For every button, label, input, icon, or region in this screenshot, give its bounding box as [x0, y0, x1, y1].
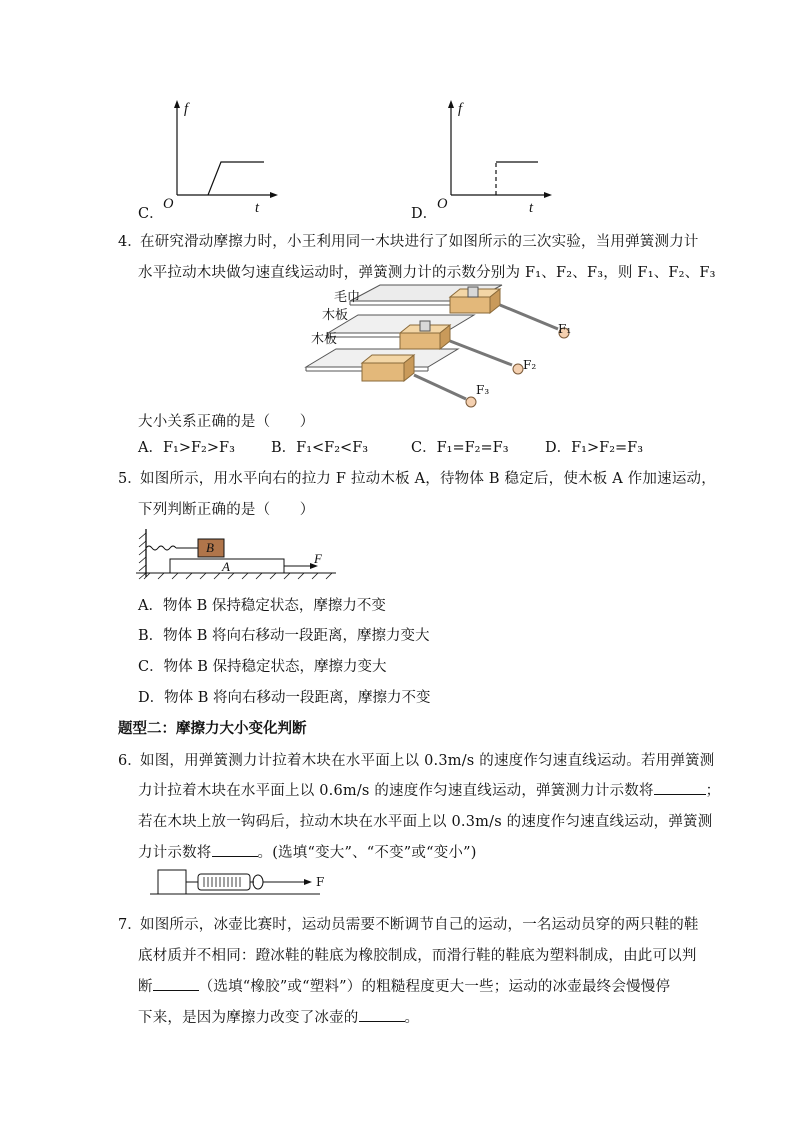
block-3 [362, 355, 414, 381]
q5-label-a: A [222, 559, 230, 574]
graph-c-origin: O [163, 196, 174, 212]
q5-label-f: F [314, 551, 322, 566]
q6-line1: 如图，用弹簧测力计拉着木块在水平面上以 0.3m/s 的速度作匀速直线运动。若用弹簧测 [140, 753, 715, 769]
q5-number: 5． [118, 471, 142, 487]
option-d-label: D． [411, 206, 438, 222]
q6-line2 [138, 779, 720, 800]
q4-number: 4． [118, 234, 142, 250]
q7-number: 7． [118, 917, 142, 933]
block-1 [450, 287, 500, 313]
q6-line4-end: 。(选填“变大”、“不变”或“变小”) [257, 845, 477, 861]
q7-line4 [138, 1006, 419, 1027]
q5-option-c[interactable]: C．物体 B 保持稳定状态，摩擦力变大 [138, 659, 387, 675]
q7-line4-end: 。 [404, 1010, 420, 1026]
graph-d-axes [434, 100, 564, 220]
q4-label-board2: 木板 [311, 331, 338, 346]
scale-1 [500, 305, 558, 329]
q4-option-a[interactable]: A．F₁>F₂>F₃ [138, 440, 235, 456]
q4-label-towel: 毛巾 [334, 289, 361, 304]
q4-option-d[interactable]: D．F₁>F₂=F₃ [545, 440, 644, 456]
q7-line4-text: 下来，是因为摩擦力改变了冰壶的 [138, 1010, 359, 1026]
q7-line1: 如图所示，冰壶比赛时，运动员需要不断调节自己的运动，一名运动员穿的两只鞋的鞋 [140, 917, 699, 933]
q4-option-c[interactable]: C．F₁=F₂=F₃ [411, 440, 509, 456]
q6-label-f: F [316, 875, 325, 889]
option-c-label: C． [138, 206, 164, 222]
q5-label-b: B [206, 540, 214, 555]
wood-block [158, 870, 186, 894]
graph-c-xaxis: t [255, 200, 260, 216]
q4-line1: 在研究滑动摩擦力时，小王利用同一木块进行了如图所示的三次实验，当用弹簧测力计 [140, 234, 699, 250]
q4-label-f2: F₂ [523, 358, 537, 372]
q5-option-b[interactable]: B．物体 B 将向右移动一段距离，摩擦力变大 [138, 628, 430, 644]
q6-line3: 若在木块上放一钩码后，拉动木块在水平面上以 0.3m/s 的速度作匀速直线运动，弹簧测 [138, 814, 713, 830]
graph-d-xaxis: t [529, 200, 534, 216]
scale-2 [450, 341, 512, 365]
q7-line3-start: 断 [138, 979, 153, 995]
graph-c-curve [208, 162, 264, 195]
q6-line2-text: 力计拉着木块在水平面上以 0.6m/s 的速度作匀速直线运动，弹簧测力计示数将 [138, 783, 654, 799]
q4-line3: 大小关系正确的是（ ） [138, 414, 315, 430]
q5-line1: 如图所示，用水平向右的拉力 F 拉动木板 A，待物体 B 稳定后，使木板 A 作加速运动， [140, 471, 716, 487]
q6-line2-end: ； [705, 783, 721, 799]
q6-number: 6． [118, 753, 142, 769]
q5-line2: 下列判断正确的是（ ） [138, 502, 315, 518]
q5-option-a[interactable]: A．物体 B 保持稳定状态，摩擦力不变 [138, 598, 386, 614]
q6-line4 [138, 841, 477, 862]
q6-figure [150, 868, 330, 898]
graph-c-axes [160, 100, 290, 220]
q7-line2: 底材质并不相同：蹬冰鞋的鞋底为橡胶制成，而滑行鞋的鞋底为塑料制成，由此可以判 [138, 948, 697, 964]
section-heading: 题型二：摩擦力大小变化判断 [118, 720, 307, 737]
q7-line3-text: （选填“橡胶”或“塑料”）的粗糙程度更大一些；运动的冰壶最终会慢慢停 [198, 979, 671, 995]
q6-blank-2[interactable] [212, 842, 258, 857]
q4-option-b[interactable]: B．F₁<F₂<F₃ [271, 440, 369, 456]
q4-label-f1: F₁ [558, 322, 572, 336]
q6-blank-1[interactable] [654, 780, 706, 795]
q7-blank-2[interactable] [359, 1007, 405, 1022]
q7-blank-1[interactable] [153, 976, 199, 991]
graph-c-yaxis: f [184, 101, 189, 117]
q7-line3 [138, 975, 670, 996]
q5-option-d[interactable]: D．物体 B 将向右移动一段距离，摩擦力不变 [138, 690, 431, 706]
graph-d-yaxis: f [458, 101, 463, 117]
scale-3 [414, 375, 466, 399]
graph-d-origin: O [437, 196, 448, 212]
q4-label-board1: 木板 [322, 307, 349, 322]
q4-label-f3: F₃ [476, 383, 490, 397]
q4-line2: 水平拉动木块做匀速直线运动时，弹簧测力计的示数分别为 F₁、F₂、F₃，则 F₁、F₂、F₃ [138, 265, 716, 281]
q6-line4-text: 力计示数将 [138, 845, 212, 861]
